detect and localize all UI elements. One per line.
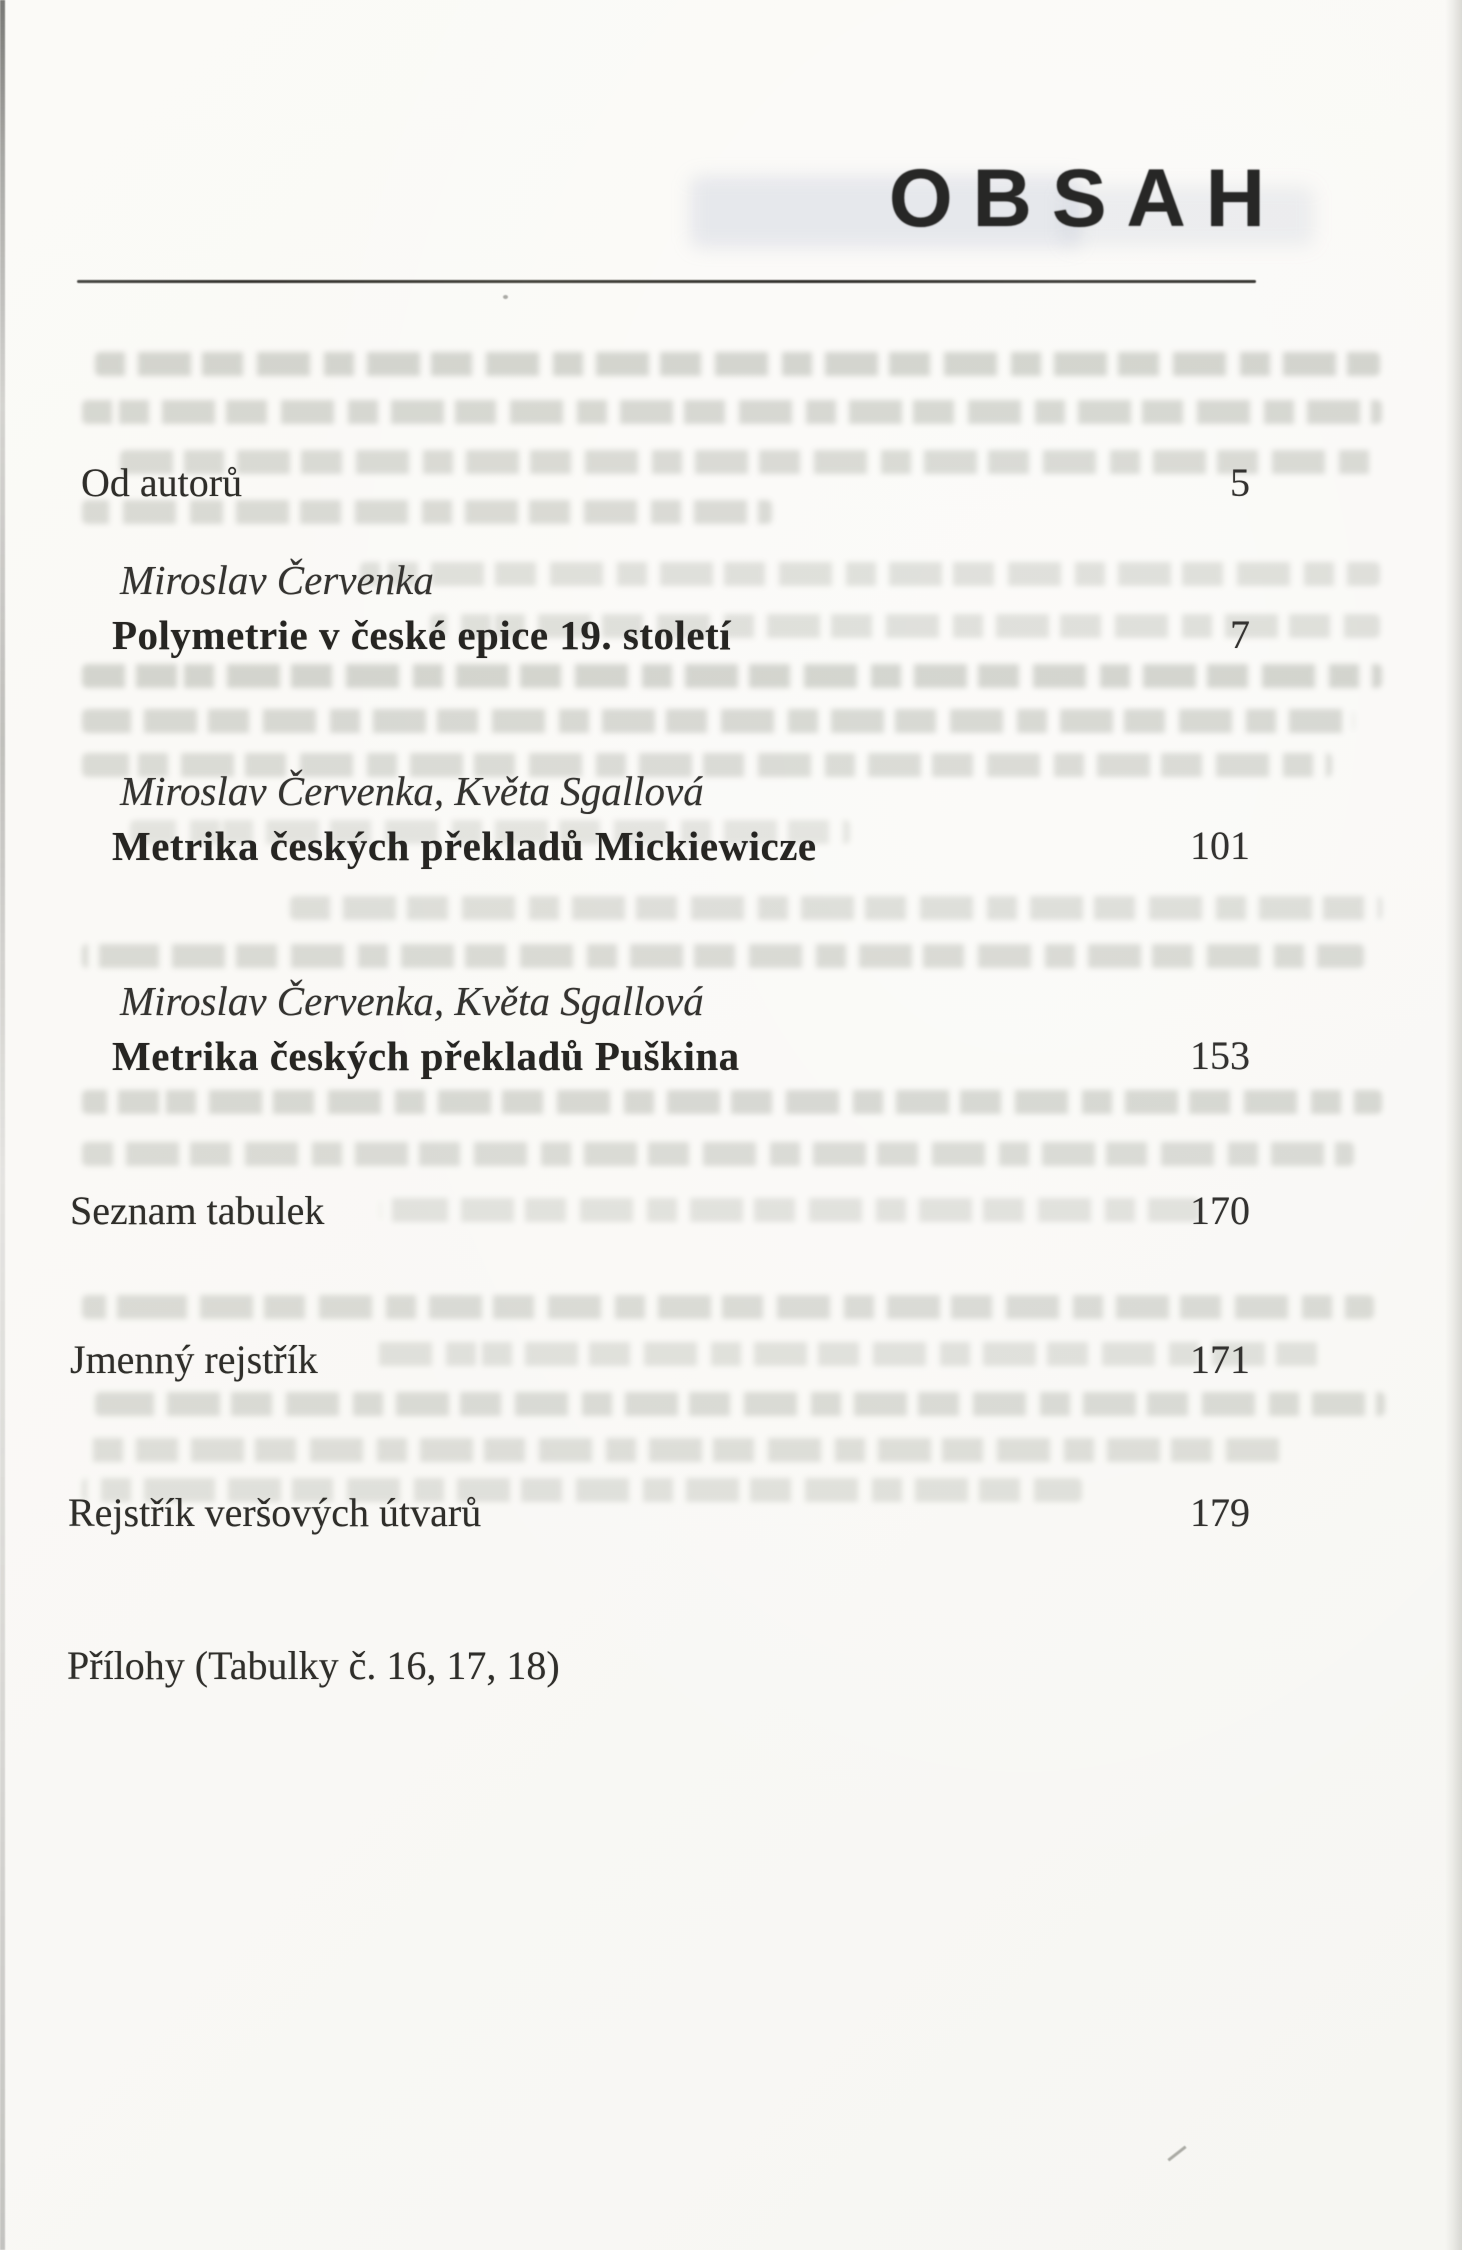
toc-entry bbox=[0, 1489, 1462, 1543]
toc-entry-author-row bbox=[0, 977, 1462, 1031]
page-title: OBSAH bbox=[888, 153, 1285, 244]
toc-entry-title: Metrika českých překladů Puškina bbox=[112, 1033, 740, 1079]
toc-entry-page: 171 bbox=[1190, 1337, 1250, 1382]
toc-entry-label: Od autorů bbox=[81, 460, 243, 505]
toc-entry-page: 170 bbox=[1190, 1188, 1250, 1233]
toc-entry bbox=[0, 1336, 1462, 1390]
toc-entry bbox=[0, 459, 1462, 513]
toc-entry-author-row bbox=[0, 556, 1462, 610]
toc-entry-author: Miroslav Červenka, Květa Sgallová bbox=[120, 768, 704, 814]
toc-entry-title: Metrika českých překladů Mickiewicze bbox=[112, 823, 817, 869]
toc-entry bbox=[0, 1187, 1462, 1241]
toc-entry bbox=[0, 1642, 1462, 1696]
toc-entry bbox=[0, 822, 1462, 876]
toc-entry-page: 179 bbox=[1190, 1490, 1250, 1535]
toc-entry-label: Rejstřík veršových útvarů bbox=[68, 1490, 482, 1535]
toc-entry-title: Polymetrie v české epice 19. století bbox=[112, 612, 732, 658]
toc-entry-author-row bbox=[0, 767, 1462, 821]
toc-entry-page: 101 bbox=[1190, 823, 1250, 868]
toc-entry-label: Jmenný rejstřík bbox=[70, 1337, 318, 1382]
toc-entry-page: 5 bbox=[1230, 460, 1250, 505]
toc-entry-page: 153 bbox=[1190, 1033, 1250, 1078]
toc-entry-page: 7 bbox=[1230, 612, 1250, 657]
scan-speck bbox=[503, 295, 508, 299]
toc-entry-label: Přílohy (Tabulky č. 16, 17, 18) bbox=[67, 1643, 560, 1688]
toc-entry-author: Miroslav Červenka bbox=[120, 557, 434, 603]
toc-entry bbox=[0, 611, 1462, 665]
toc-entry-author: Miroslav Červenka, Květa Sgallová bbox=[120, 978, 704, 1024]
toc-entry bbox=[0, 1032, 1462, 1086]
toc-entry-label: Seznam tabulek bbox=[70, 1188, 325, 1233]
